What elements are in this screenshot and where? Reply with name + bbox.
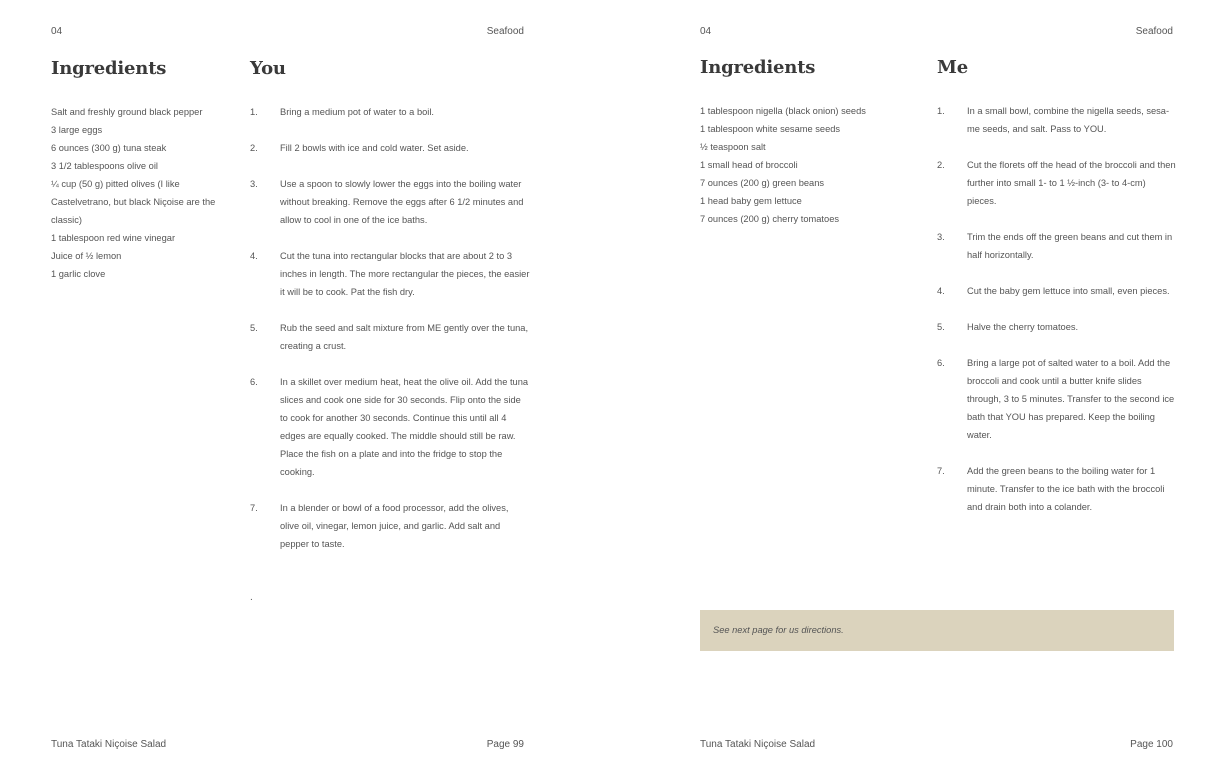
ingredient-item: 1 tablespoon white sesame seeds xyxy=(700,124,841,134)
step-number: 7. xyxy=(937,466,945,476)
step-number: 2. xyxy=(250,143,258,153)
me-steps-list xyxy=(937,102,1177,534)
right-footer-page-number: Page 100 xyxy=(1130,739,1173,750)
step-item xyxy=(250,247,530,301)
left-ingredients-heading: Ingredients xyxy=(51,58,167,79)
right-ingredients-heading: Ingredients xyxy=(700,57,816,78)
step-number: 7. xyxy=(250,503,258,513)
step-item xyxy=(937,282,1177,300)
next-page-note-text: See next page for us directions. xyxy=(713,625,844,635)
ingredient-item: Salt and freshly ground black pepper xyxy=(51,107,203,117)
ingredient-item: ¼ cup (50 g) pitted olives (I like Castelvetrano, but black Niçoise are the classic) xyxy=(51,179,216,225)
step-number: 5. xyxy=(250,323,258,333)
ingredient-item: 1 small head of broccoli xyxy=(700,160,798,170)
step-text: Cut the tuna into rectangular blocks that are about 2 to 3 inches in length. The more rectangular the pieces, the easier it will be to cook. Pat the fish dry. xyxy=(280,251,530,297)
left-footer-title: Tuna Tataki Niçoise Salad xyxy=(51,739,167,750)
step-text: Fill 2 bowls with ice and cold water. Set aside. xyxy=(280,143,469,153)
ingredient-item: 3 large eggs xyxy=(51,125,103,135)
step-number: 4. xyxy=(250,251,258,261)
step-text: Cut the baby gem lettuce into small, even pieces. xyxy=(967,286,1170,296)
step-text: Add the green beans to the boiling water for 1 minute. Transfer to the ice bath with the broccoli and drain both into a colander. xyxy=(967,466,1165,512)
step-text: Cut the florets off the head of the broccoli and then further into small 1- to 1 ½-inch (3- to 4-cm) pieces. xyxy=(967,160,1176,206)
ingredient-item: 7 ounces (200 g) green beans xyxy=(700,178,825,188)
step-text: In a blender or bowl of a food processor, add the olives, olive oil, vinegar, lemon juice, and garlic. Add salt and pepper to taste. xyxy=(280,503,509,549)
step-item xyxy=(937,156,1177,210)
step-item xyxy=(250,175,530,229)
step-item xyxy=(937,354,1177,444)
step-text: Rub the seed and salt mixture from ME gently over the tuna, creating a crust. xyxy=(280,323,529,351)
next-page-note xyxy=(700,610,1174,651)
right-footer-title: Tuna Tataki Niçoise Salad xyxy=(700,739,816,750)
ingredient-item: 6 ounces (300 g) tuna steak xyxy=(51,143,167,153)
step-number: 4. xyxy=(937,286,945,296)
step-number: 5. xyxy=(937,322,945,332)
step-text: In a skillet over medium heat, heat the olive oil. Add the tuna slices and cook one side for 30 seconds. Flip onto the side to cook for another 30 seconds. Continue this until all 4 edges are equally cooked. The middle should still be raw. Place the fish on a plate and into the fridge to stop the cooking. xyxy=(280,377,529,477)
step-item xyxy=(937,228,1177,264)
step-item xyxy=(250,319,530,355)
left-chapter-number: 04 xyxy=(51,26,63,37)
step-item xyxy=(250,139,530,157)
step-number: 6. xyxy=(250,377,258,387)
ingredient-item: ½ teaspoon salt xyxy=(700,142,766,152)
step-text: Bring a medium pot of water to a boil. xyxy=(280,107,434,117)
step-item xyxy=(250,103,530,121)
ingredient-item: 1 garlic clove xyxy=(51,269,106,279)
step-text: Use a spoon to slowly lower the eggs into the boiling water without breaking. Remove the eggs after 6 1/2 minutes and allow to cool in one of the ice baths. xyxy=(280,179,524,225)
step-number: 3. xyxy=(937,232,945,242)
ingredient-item: 7 ounces (200 g) cherry tomatoes xyxy=(700,214,840,224)
step-item xyxy=(937,462,1177,516)
ingredient-item: 3 1/2 tablespoons olive oil xyxy=(51,161,158,171)
step-text: Bring a large pot of salted water to a boil. Add the broccoli and cook until a butter knife slides through, 3 to 5 minutes. Transfer to the second ice bath that YOU has prepared. Keep the boiling water. xyxy=(967,358,1175,440)
me-heading: Me xyxy=(937,57,968,78)
step-number: 2. xyxy=(937,160,945,170)
you-heading: You xyxy=(250,58,286,79)
step-number: 1. xyxy=(250,107,258,117)
step-text: Trim the ends off the green beans and cut them in half horizontally. xyxy=(967,232,1173,260)
step-number: 3. xyxy=(250,179,258,189)
ingredient-item: Juice of ½ lemon xyxy=(51,251,122,261)
left-section-title: Seafood xyxy=(486,26,524,37)
step-text: In a small bowl, combine the nigella seeds, sesa- me seeds, and salt. Pass to YOU. xyxy=(967,106,1170,134)
left-ingredients-list xyxy=(51,103,216,283)
step-text: Halve the cherry tomatoes. xyxy=(967,322,1079,332)
right-section-title: Seafood xyxy=(1135,26,1173,37)
step-item xyxy=(250,499,530,553)
ingredient-item: 1 tablespoon nigella (black onion) seeds xyxy=(700,106,866,116)
step-item xyxy=(937,102,1177,138)
stray-period-mark: . xyxy=(250,592,253,603)
step-item xyxy=(250,373,530,481)
step-item xyxy=(937,318,1177,336)
ingredient-item: 1 head baby gem lettuce xyxy=(700,196,802,206)
you-steps-list xyxy=(250,103,530,571)
right-chapter-number: 04 xyxy=(700,26,712,37)
left-footer-page-number: Page 99 xyxy=(486,739,524,750)
right-ingredients-list xyxy=(700,102,900,228)
ingredient-item: 1 tablespoon red wine vinegar xyxy=(51,233,176,243)
step-number: 6. xyxy=(937,358,945,368)
step-number: 1. xyxy=(937,106,945,116)
